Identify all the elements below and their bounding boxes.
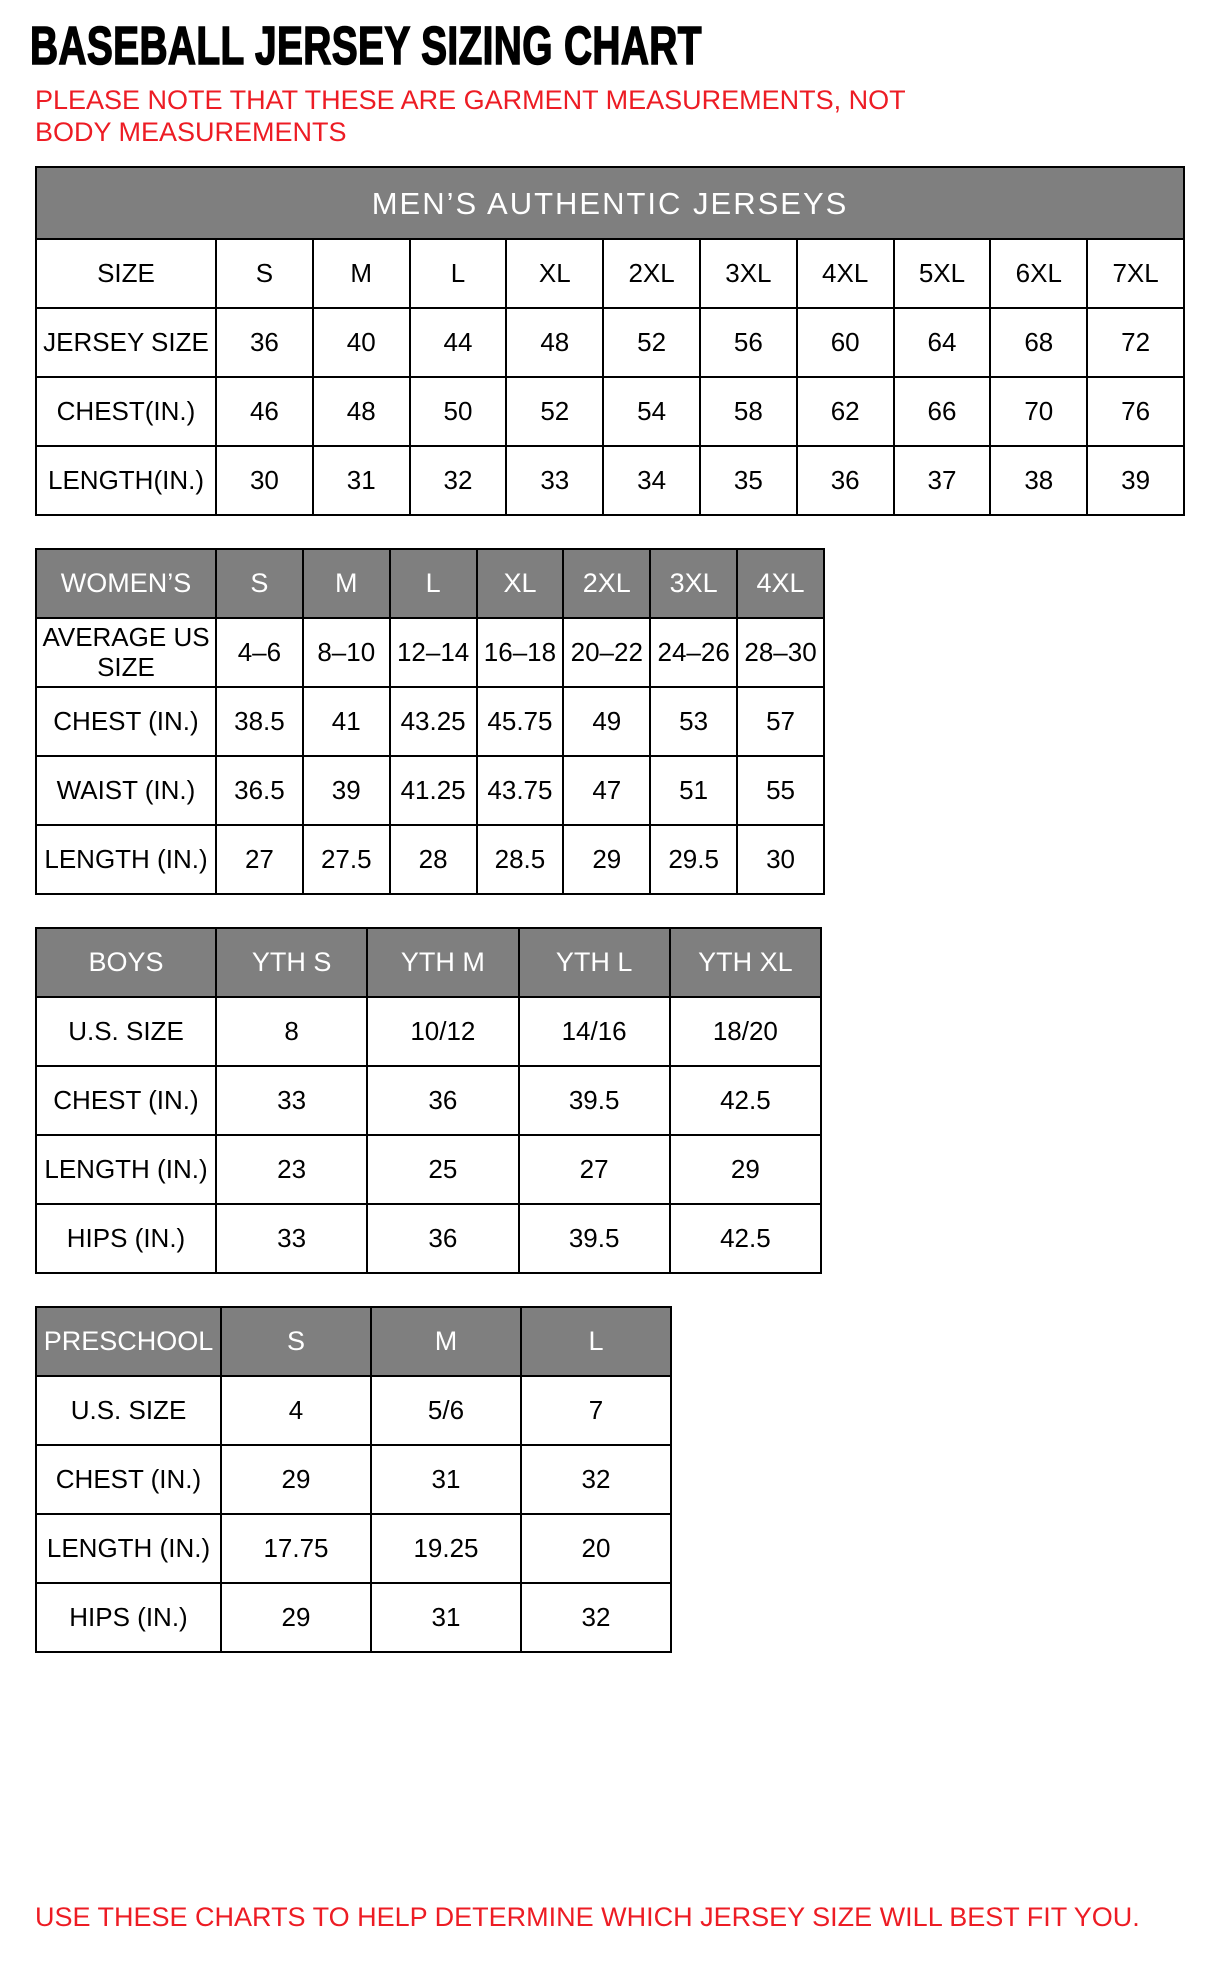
table-cell: 33	[216, 1204, 367, 1273]
table-cell: 31	[371, 1445, 521, 1514]
row-label: LENGTH (IN.)	[36, 825, 216, 894]
table-cell: 36	[216, 308, 313, 377]
table-row	[36, 377, 1184, 446]
table-cell: 57	[737, 687, 824, 756]
table-cell: 32	[521, 1583, 671, 1652]
table-cell: 4XL	[797, 239, 894, 308]
table-cell: 72	[1087, 308, 1184, 377]
table-cell: 55	[737, 756, 824, 825]
table-cell: 33	[216, 1066, 367, 1135]
preschool-header-row	[36, 1307, 671, 1376]
table-cell: 41.25	[390, 756, 477, 825]
table-cell: 45.75	[477, 687, 564, 756]
table-cell: 37	[894, 446, 991, 515]
table-cell: 40	[313, 308, 410, 377]
column-header: 3XL	[650, 549, 737, 618]
table-row	[36, 1376, 671, 1445]
table-cell: 24–26	[650, 618, 737, 687]
preschool-sizing-table	[35, 1306, 672, 1653]
table-cell: 66	[894, 377, 991, 446]
table-cell: 5XL	[894, 239, 991, 308]
table-cell: 64	[894, 308, 991, 377]
table-cell: 32	[521, 1445, 671, 1514]
table-cell: 10/12	[367, 997, 518, 1066]
table-cell: 70	[990, 377, 1087, 446]
column-header: YTH S	[216, 928, 367, 997]
table-cell: 20–22	[563, 618, 650, 687]
column-header: YTH XL	[670, 928, 821, 997]
table-cell: 16–18	[477, 618, 564, 687]
column-header: XL	[477, 549, 564, 618]
table-cell: 29.5	[650, 825, 737, 894]
table-cell: 42.5	[670, 1066, 821, 1135]
table-cell: 46	[216, 377, 313, 446]
column-header: S	[221, 1307, 371, 1376]
row-label: LENGTH(IN.)	[36, 446, 216, 515]
row-label: AVERAGE US SIZE	[36, 618, 216, 687]
column-header: 2XL	[563, 549, 650, 618]
column-header: M	[371, 1307, 521, 1376]
column-header: L	[521, 1307, 671, 1376]
table-cell: 56	[700, 308, 797, 377]
table-cell: 25	[367, 1135, 518, 1204]
table-cell: 17.75	[221, 1514, 371, 1583]
table-row	[36, 1514, 671, 1583]
table-cell: 5/6	[371, 1376, 521, 1445]
footer-note: USE THESE CHARTS TO HELP DETERMINE WHICH JERSEY SIZE WILL BEST FIT YOU.	[35, 1902, 1140, 1932]
table-cell: 31	[313, 446, 410, 515]
table-cell: 30	[216, 446, 313, 515]
table-cell: 33	[506, 446, 603, 515]
table-cell: 30	[737, 825, 824, 894]
table-cell: 52	[603, 308, 700, 377]
table-cell: 38	[990, 446, 1087, 515]
table-cell: M	[313, 239, 410, 308]
table-cell: 54	[603, 377, 700, 446]
table-cell: XL	[506, 239, 603, 308]
mens-table-title: MEN’S AUTHENTIC JERSEYS	[36, 167, 1184, 239]
womens-header-label: WOMEN’S	[36, 549, 216, 618]
table-cell: 2XL	[603, 239, 700, 308]
table-cell: 44	[410, 308, 507, 377]
row-label: LENGTH (IN.)	[36, 1135, 216, 1204]
garment-measurements-note: PLEASE NOTE THAT THESE ARE GARMENT MEASUREMENTS, NOT BODY MEASUREMENTS	[35, 84, 906, 147]
table-cell: 36	[367, 1066, 518, 1135]
table-cell: 29	[563, 825, 650, 894]
row-label: CHEST (IN.)	[36, 1445, 221, 1514]
table-cell: 4–6	[216, 618, 303, 687]
table-row	[36, 756, 824, 825]
table-row	[36, 825, 824, 894]
table-cell: 28–30	[737, 618, 824, 687]
table-cell: 49	[563, 687, 650, 756]
preschool-header-label: PRESCHOOL	[36, 1307, 221, 1376]
table-cell: 29	[670, 1135, 821, 1204]
table-cell: 38.5	[216, 687, 303, 756]
table-row	[36, 1445, 671, 1514]
table-cell: 12–14	[390, 618, 477, 687]
table-cell: 29	[221, 1445, 371, 1514]
table-row	[36, 308, 1184, 377]
row-label: HIPS (IN.)	[36, 1204, 216, 1273]
mens-sizing-table	[35, 166, 1185, 516]
table-row	[36, 1135, 821, 1204]
table-cell: 39	[303, 756, 390, 825]
table-cell: 58	[700, 377, 797, 446]
page-title: BASEBALL JERSEY SIZING CHART	[30, 16, 702, 76]
table-cell: 32	[410, 446, 507, 515]
table-cell: 39.5	[519, 1204, 670, 1273]
table-cell: 8	[216, 997, 367, 1066]
column-header: M	[303, 549, 390, 618]
table-row	[36, 1066, 821, 1135]
table-cell: 20	[521, 1514, 671, 1583]
table-cell: 76	[1087, 377, 1184, 446]
table-cell: 8–10	[303, 618, 390, 687]
row-label: WAIST (IN.)	[36, 756, 216, 825]
row-label: CHEST(IN.)	[36, 377, 216, 446]
table-cell: 34	[603, 446, 700, 515]
table-cell: 52	[506, 377, 603, 446]
table-row	[36, 997, 821, 1066]
table-cell: 3XL	[700, 239, 797, 308]
table-cell: 68	[990, 308, 1087, 377]
boys-sizing-table	[35, 927, 822, 1274]
table-cell: 7	[521, 1376, 671, 1445]
column-header: YTH L	[519, 928, 670, 997]
row-label: CHEST (IN.)	[36, 1066, 216, 1135]
column-header: L	[390, 549, 477, 618]
table-cell: 62	[797, 377, 894, 446]
table-cell: L	[410, 239, 507, 308]
table-cell: 36	[367, 1204, 518, 1273]
table-cell: 28	[390, 825, 477, 894]
table-cell: 27	[519, 1135, 670, 1204]
table-cell: 43.75	[477, 756, 564, 825]
table-cell: 51	[650, 756, 737, 825]
table-row	[36, 1204, 821, 1273]
boys-header-row	[36, 928, 821, 997]
table-cell: 18/20	[670, 997, 821, 1066]
column-header: 4XL	[737, 549, 824, 618]
mens-table-title-row	[36, 167, 1184, 239]
table-cell: 31	[371, 1583, 521, 1652]
table-cell: 19.25	[371, 1514, 521, 1583]
womens-sizing-table	[35, 548, 825, 895]
table-cell: 42.5	[670, 1204, 821, 1273]
boys-header-label: BOYS	[36, 928, 216, 997]
table-row	[36, 446, 1184, 515]
row-label: U.S. SIZE	[36, 1376, 221, 1445]
table-cell: 7XL	[1087, 239, 1184, 308]
row-label: CHEST (IN.)	[36, 687, 216, 756]
table-cell: 47	[563, 756, 650, 825]
table-cell: 35	[700, 446, 797, 515]
table-cell: 28.5	[477, 825, 564, 894]
table-cell: 4	[221, 1376, 371, 1445]
column-header: S	[216, 549, 303, 618]
table-row	[36, 618, 824, 687]
table-cell: 60	[797, 308, 894, 377]
table-cell: 41	[303, 687, 390, 756]
row-label: SIZE	[36, 239, 216, 308]
womens-header-row	[36, 549, 824, 618]
table-cell: 48	[506, 308, 603, 377]
row-label: JERSEY SIZE	[36, 308, 216, 377]
table-cell: 50	[410, 377, 507, 446]
table-cell: 39	[1087, 446, 1184, 515]
table-row	[36, 1583, 671, 1652]
table-cell: 36	[797, 446, 894, 515]
row-label: U.S. SIZE	[36, 997, 216, 1066]
table-row	[36, 239, 1184, 308]
table-cell: 14/16	[519, 997, 670, 1066]
table-cell: 48	[313, 377, 410, 446]
table-cell: 23	[216, 1135, 367, 1204]
table-cell: 43.25	[390, 687, 477, 756]
table-cell: 39.5	[519, 1066, 670, 1135]
column-header: YTH M	[367, 928, 518, 997]
table-cell: S	[216, 239, 313, 308]
table-cell: 27.5	[303, 825, 390, 894]
row-label: HIPS (IN.)	[36, 1583, 221, 1652]
row-label: LENGTH (IN.)	[36, 1514, 221, 1583]
table-cell: 36.5	[216, 756, 303, 825]
table-cell: 53	[650, 687, 737, 756]
table-cell: 29	[221, 1583, 371, 1652]
table-cell: 6XL	[990, 239, 1087, 308]
table-row	[36, 687, 824, 756]
table-cell: 27	[216, 825, 303, 894]
